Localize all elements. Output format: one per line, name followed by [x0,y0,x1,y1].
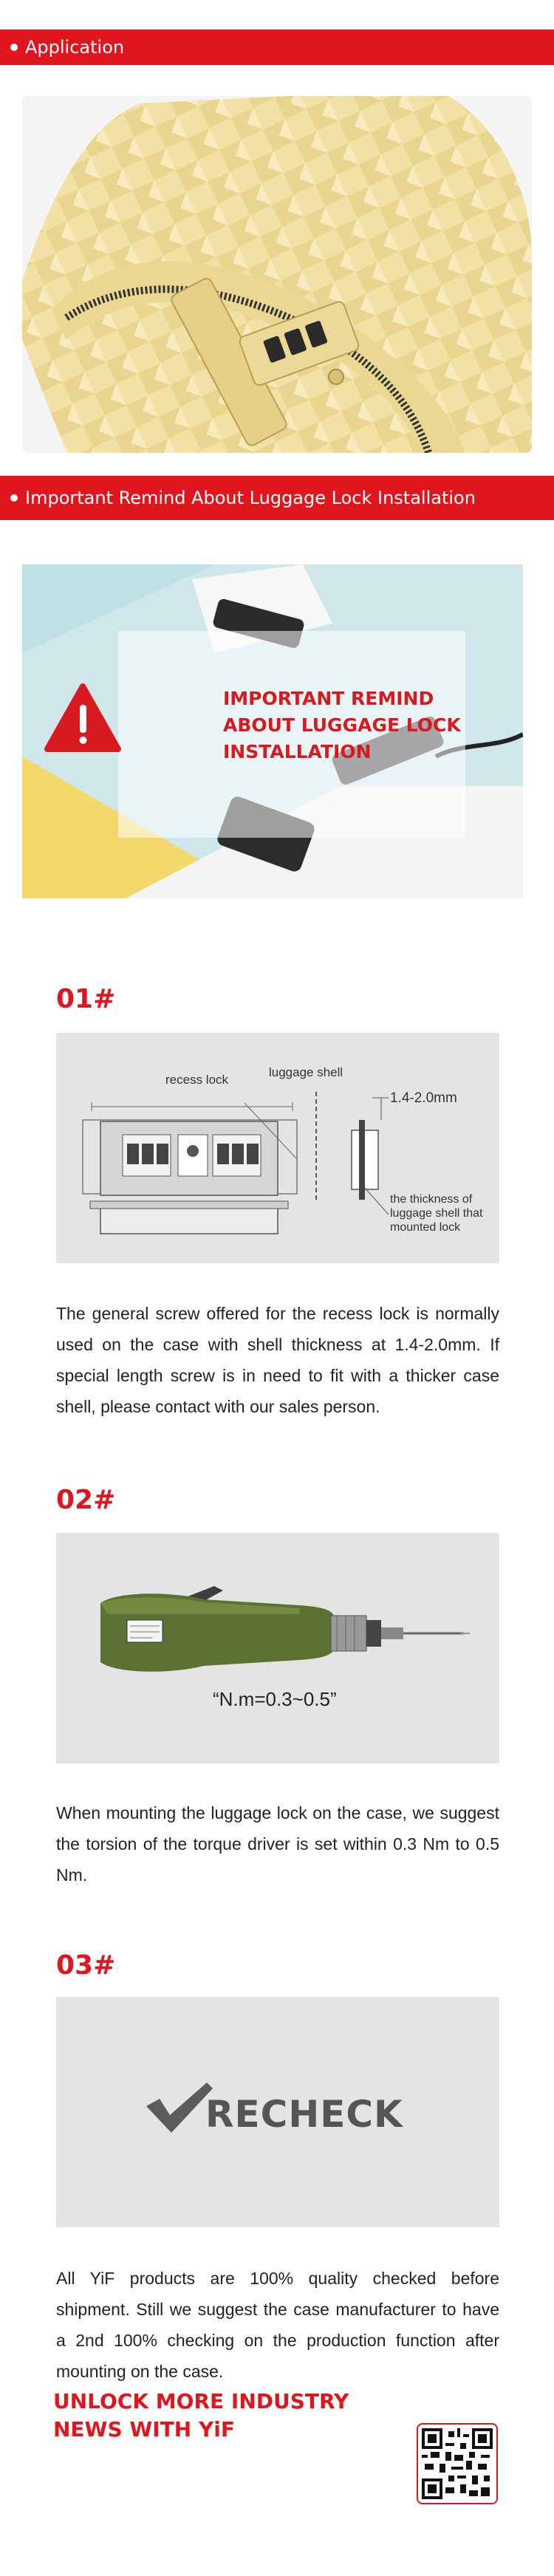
label-recess-lock: recess lock [165,1073,229,1087]
recheck-panel [56,1997,499,2227]
recess-lock-diagram [56,1033,499,1263]
banner-title [223,686,461,765]
label-note-line-3: mounted lock [390,1221,461,1234]
step3-description: All YiF products are 100% quality checked before shipment. Still we suggest the case manufacturer to have a 2nd 100% checking on the production function after mounting on the case. [56,2269,499,2381]
banner-line-2: ABOUT LUGGAGE LOCK [223,714,461,736]
important-remind-banner [22,564,523,898]
banner-line-3: INSTALLATION [223,741,372,762]
section-title: Application [25,37,125,58]
label-thickness: 1.4-2.0mm [390,1090,457,1106]
section-header-remind [0,476,554,520]
label-luggage-shell: luggage shell [269,1065,343,1079]
suitcase-photo [22,96,532,453]
footer-line-2: NEWS WITH YiF [53,2417,235,2442]
step-number-02: 02# [56,1485,116,1515]
footer-headline [53,2388,349,2444]
section-title: Important Remind About Luggage Lock Installation [25,488,476,508]
label-note-line-1: the thickness of [390,1193,473,1206]
bullet-icon [10,44,18,51]
step1-description: The general screw offered for the recess lock is normally used on the case with shell thickness at 1.4-2.0mm. If special length screw is in need to fit with a thicker case shell, please contact with our sales person. [56,1304,499,1416]
torque-value: “N.m=0.3~0.5” [213,1688,337,1710]
recheck-logo-text: RECHECK [205,2093,403,2136]
label-note-line-2: luggage shell that [390,1207,483,1220]
label-note [390,1192,482,1234]
checkmark-icon [146,2083,213,2134]
step-number-01: 01# [56,984,116,1014]
section-header-application [0,30,554,65]
banner-line-1: IMPORTANT REMIND [223,688,434,709]
bullet-icon [10,494,18,502]
qr-code[interactable] [417,2423,498,2504]
footer-line-1: UNLOCK MORE INDUSTRY [53,2389,349,2413]
torque-driver-image [56,1533,499,1763]
step2-description: When mounting the luggage lock on the case, we suggest the torsion of the torque driver is set within 0.3 Nm to 0.5 Nm. [56,1803,499,1885]
step-number-03: 03# [56,1950,116,1981]
